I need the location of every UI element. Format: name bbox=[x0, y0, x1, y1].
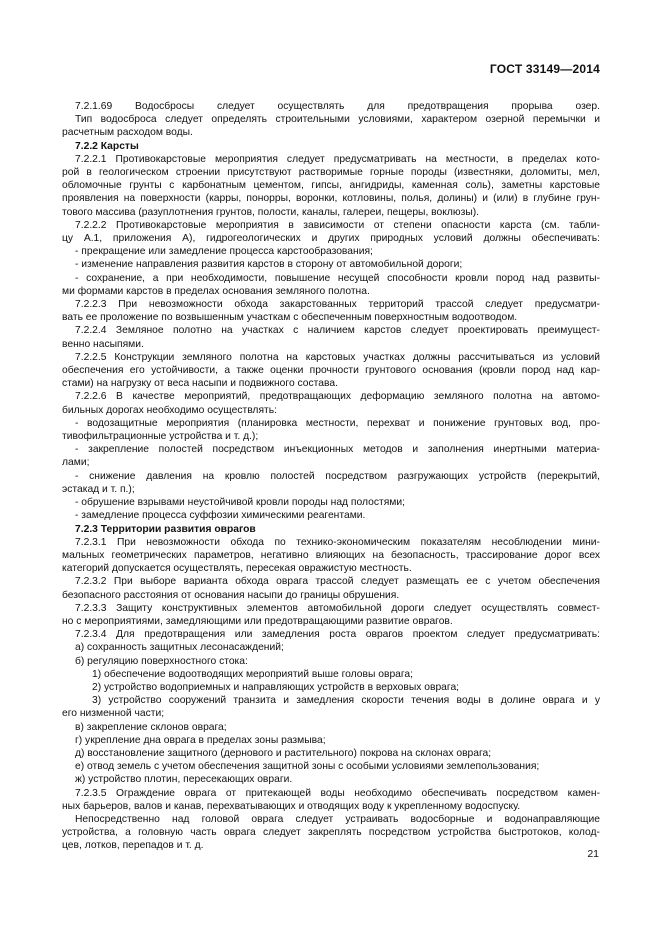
section-heading: 7.2.3 Территории развития оврагов bbox=[75, 523, 256, 535]
text-line: обеспечения его устойчивости, а также оценки прочности грунтового основания (кровли пород над кар- bbox=[62, 365, 600, 377]
text-line: 7.2.2.2 Противокарстовые мероприятия в зависимости от степени опасности карста (см. табли- bbox=[75, 219, 600, 231]
text-line: ных барьеров, валов и канав, перехватывающих и отводящих воду к укрепленному водоспуску. bbox=[62, 800, 521, 812]
text-line: б) регуляцию поверхностного стока: bbox=[75, 655, 248, 667]
text-line: цу А.1, приложения А), гидрогеологических и других природных условий должны обеспечивать: bbox=[62, 233, 600, 245]
text-line: в) закрепление склонов оврага; bbox=[75, 721, 227, 733]
text-line: е) отвод земель с учетом обеспечения защитной зоны с особыми условиями землепользования; bbox=[75, 761, 540, 773]
text-line: 7.2.3.1 При невозможности обхода по технико-экономическим показателям несоблюдении мини- bbox=[75, 536, 600, 548]
text-line: проявления на поверхности (карры, понорры, воронки, котловины, полья, долины) и (или) в глубине грун- bbox=[62, 193, 600, 205]
text-line: эстакад и т. п.); bbox=[62, 483, 135, 495]
text-line: но с мероприятиями, замедляющими или предотвращающими развитие оврагов. bbox=[62, 615, 453, 627]
text-line: устройства, а головную часть оврага следует закреплять посредством устройства быстротоков, колод- bbox=[62, 827, 600, 839]
text-line: расчетным расходом воды. bbox=[62, 127, 193, 139]
text-line: - закрепление полостей посредством инъекционных методов и заполнения инертными материа- bbox=[75, 444, 600, 456]
text-line: 7.2.3.2 При выборе варианта обхода оврага трассой следует размещать ее с учетом обеспечения bbox=[75, 576, 600, 588]
text-line: - обрушение взрывами неустойчивой кровли породы над полостями; bbox=[75, 497, 405, 509]
text-line: 7.2.2.1 Противокарстовые мероприятия следует предусматривать на местности, в пределах кото- bbox=[75, 153, 600, 165]
text-line: д) восстановление защитного (дернового и растительного) покрова на склонах оврага; bbox=[75, 747, 492, 759]
text-line: 2) устройство водоприемных и направляющих устройств в верховых оврага; bbox=[92, 681, 460, 693]
text-line: лами; bbox=[62, 457, 90, 469]
text-line: г) укрепление дна оврага в пределах зоны размыва; bbox=[75, 734, 326, 746]
text-line: обломочные грунты с карбонатным цементом, гипсы, ангидриды, каменная соль), заметны карстовые bbox=[62, 180, 600, 192]
text-line: 7.2.2.6 В качестве мероприятий, предотвращающих деформацию земляного полотна на автомо- bbox=[75, 391, 600, 403]
text-line: его низменной части; bbox=[62, 708, 165, 720]
text-line: 7.2.2.3 При невозможности обхода закарстованных территорий трассой следует предусматри- bbox=[75, 299, 600, 311]
section-heading: 7.2.2 Карсты bbox=[75, 140, 139, 152]
text-line: тивофильтрационные устройства и т. д.); bbox=[62, 431, 259, 443]
text-line: цев, лотков, перепадов и т. д. bbox=[62, 840, 204, 852]
document-code: ГОСТ 33149—2014 bbox=[489, 62, 600, 76]
text-line: венно насыпями. bbox=[62, 338, 144, 350]
text-line: тового массива (разуплотнения грунтов, полости, каналы, галереи, пещеры, воклюзы). bbox=[62, 206, 480, 218]
text-line: 7.2.1.69 Водосбросы следует осуществлять для предотвращения прорыва озер. bbox=[75, 101, 600, 112]
text-line: рой в геологическом строении присутствуют растворимые горные породы (известняки, доломиты, мел, bbox=[62, 167, 600, 179]
text-line: 7.2.2.5 Конструкции земляного полотна на карстовых участках должны рассчитываться из условий bbox=[75, 351, 600, 363]
text-line: - водозащитные мероприятия (планировка местности, перехват и понижение грунтовых вод, про- bbox=[75, 417, 600, 429]
text-line: стами) на нагрузку от веса насыпи и подвижного состава. bbox=[62, 378, 338, 390]
text-line: вать ее проложение по возвышенным участкам с обеспеченным поверхностным водоотводом. bbox=[62, 312, 518, 324]
text-line: - сохранение, а при необходимости, повышение несущей способности кровли пород над развиты- bbox=[75, 272, 600, 284]
text-line: Непосредственно над головой оврага следует устраивать водосборные и водонаправляющие bbox=[75, 813, 600, 825]
document-body bbox=[62, 100, 600, 853]
page-number: 21 bbox=[587, 848, 599, 860]
text-line: 7.2.3.5 Ограждение оврага от притекающей воды необходимо обеспечивать посредством камен- bbox=[75, 787, 600, 799]
text-line: 7.2.3.4 Для предотвращения или замедления роста оврагов проектом следует предусматривать: bbox=[75, 629, 600, 641]
text-line: - снижение давления на кровлю полостей посредством разгружающих устройств (перекрытий, bbox=[75, 470, 600, 482]
text-line: мальных геометрических параметров, негативно влияющих на безопасность, трассирование дорог всех bbox=[62, 549, 600, 561]
text-line: бильных дорогах необходимо осуществлять: bbox=[62, 404, 277, 416]
text-line: категорий допускается осуществлять, пересекая овражистую местность. bbox=[62, 563, 412, 575]
text-line: - изменение направления развития карстов в сторону от автомобильной дороги; bbox=[75, 259, 463, 271]
text-line: 7.2.3.3 Защиту конструктивных элементов автомобильной дороги следует осуществлять совмест- bbox=[75, 602, 600, 614]
text-line: а) сохранность защитных лесонасаждений; bbox=[75, 642, 284, 654]
text-line: - прекращение или замедление процесса карстообразования; bbox=[75, 246, 373, 258]
text-line: ж) устройство плотин, пересекающих овраги. bbox=[75, 774, 293, 786]
text-line: 1) обеспечение водоотводящих мероприятий выше головы оврага; bbox=[92, 668, 414, 680]
text-line: 7.2.2.4 Земляное полотно на участках с наличием карстов следует проектировать преимущест- bbox=[75, 325, 600, 337]
text-line: безопасного расстояния от основания насыпи до границы обрушения. bbox=[62, 589, 400, 601]
text-line: 3) устройство сооружений транзита и замедления скорости течения воды в долине оврага и у bbox=[92, 695, 600, 707]
text-line: Тип водосброса следует определять строительными условиями, характером озерной перемычки и bbox=[75, 114, 600, 126]
text-line: ми формами карстов в пределах основания земляного полотна. bbox=[62, 285, 370, 297]
text-line: - замедление процесса суффозии химическими реагентами. bbox=[75, 510, 366, 522]
